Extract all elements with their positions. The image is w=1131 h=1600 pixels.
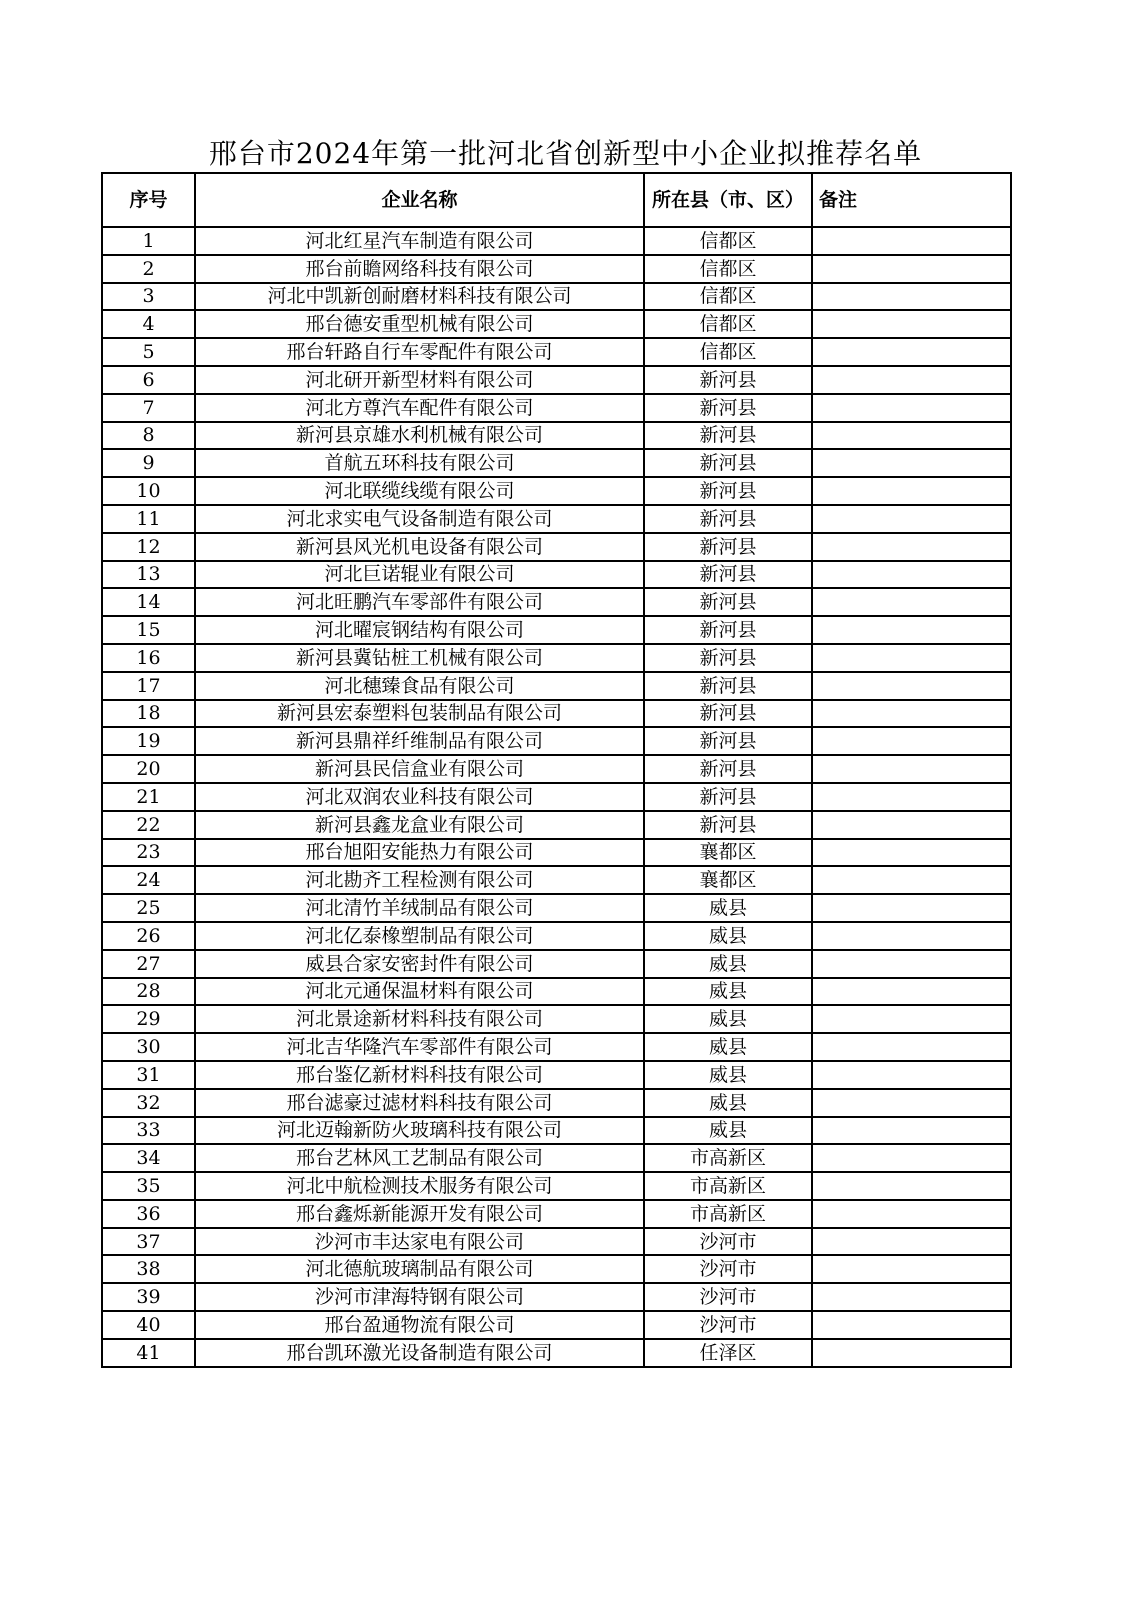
cell-note [812,866,1011,894]
cell-note [812,561,1011,589]
cell-district: 威县 [644,978,812,1006]
table-row [102,338,1011,366]
table-row [102,310,1011,338]
cell-index: 30 [102,1033,195,1061]
cell-company-name: 邢台前瞻网络科技有限公司 [195,255,644,283]
header-district: 所在县（市、区） [644,173,812,227]
cell-company-name: 河北清竹羊绒制品有限公司 [195,894,644,922]
table-row [102,1339,1011,1367]
cell-index: 29 [102,1005,195,1033]
cell-index: 39 [102,1283,195,1311]
cell-index: 36 [102,1200,195,1228]
cell-index: 9 [102,449,195,477]
cell-note [812,338,1011,366]
cell-district: 新河县 [644,616,812,644]
cell-company-name: 河北曜宸钢结构有限公司 [195,616,644,644]
cell-note [812,283,1011,311]
cell-company-name: 河北中凯新创耐磨材料科技有限公司 [195,283,644,311]
cell-district: 威县 [644,950,812,978]
cell-index: 12 [102,533,195,561]
cell-company-name: 河北旺鹏汽车零部件有限公司 [195,588,644,616]
cell-note [812,1311,1011,1339]
cell-note [812,672,1011,700]
cell-district: 沙河市 [644,1311,812,1339]
cell-note [812,616,1011,644]
cell-district: 新河县 [644,394,812,422]
cell-company-name: 河北巨诺辊业有限公司 [195,561,644,589]
cell-district: 襄都区 [644,839,812,867]
cell-company-name: 邢台艺林风工艺制品有限公司 [195,1144,644,1172]
cell-index: 20 [102,755,195,783]
cell-district: 新河县 [644,505,812,533]
cell-district: 任泽区 [644,1339,812,1367]
cell-district: 新河县 [644,644,812,672]
cell-index: 13 [102,561,195,589]
table-row [102,1089,1011,1117]
cell-note [812,394,1011,422]
cell-note [812,227,1011,255]
cell-index: 16 [102,644,195,672]
cell-note [812,894,1011,922]
cell-company-name: 邢台鑫烁新能源开发有限公司 [195,1200,644,1228]
cell-note [812,1033,1011,1061]
header-company-name: 企业名称 [195,173,644,227]
cell-company-name: 首航五环科技有限公司 [195,449,644,477]
cell-district: 威县 [644,1117,812,1145]
cell-district: 新河县 [644,449,812,477]
page-title: 邢台市2024年第一批河北省创新型中小企业拟推荐名单 [208,137,923,170]
header-row [102,173,1011,227]
cell-note [812,1228,1011,1256]
cell-note [812,310,1011,338]
header-index: 序号 [102,173,195,227]
cell-company-name: 河北勘齐工程检测有限公司 [195,866,644,894]
cell-district: 威县 [644,1061,812,1089]
cell-index: 2 [102,255,195,283]
cell-district: 新河县 [644,672,812,700]
table-row [102,477,1011,505]
cell-note [812,1144,1011,1172]
cell-index: 37 [102,1228,195,1256]
cell-note [812,533,1011,561]
cell-index: 34 [102,1144,195,1172]
cell-company-name: 新河县宏泰塑料包装制品有限公司 [195,700,644,728]
cell-index: 19 [102,727,195,755]
table-row [102,1228,1011,1256]
cell-note [812,1089,1011,1117]
cell-index: 1 [102,227,195,255]
cell-district: 新河县 [644,811,812,839]
cell-index: 7 [102,394,195,422]
cell-district: 信都区 [644,227,812,255]
cell-district: 新河县 [644,561,812,589]
cell-index: 35 [102,1172,195,1200]
header-note: 备注 [812,173,1011,227]
cell-index: 26 [102,922,195,950]
cell-index: 38 [102,1255,195,1283]
cell-company-name: 河北红星汽车制造有限公司 [195,227,644,255]
table-row [102,1255,1011,1283]
cell-note [812,255,1011,283]
cell-company-name: 河北德航玻璃制品有限公司 [195,1255,644,1283]
table-row [102,616,1011,644]
cell-index: 21 [102,783,195,811]
table-row [102,700,1011,728]
cell-index: 18 [102,700,195,728]
cell-company-name: 邢台盈通物流有限公司 [195,1311,644,1339]
cell-index: 6 [102,366,195,394]
cell-index: 32 [102,1089,195,1117]
table-row [102,505,1011,533]
table-row [102,755,1011,783]
cell-index: 25 [102,894,195,922]
cell-note [812,1172,1011,1200]
table-row [102,449,1011,477]
cell-company-name: 邢台轩路自行车零配件有限公司 [195,338,644,366]
cell-index: 28 [102,978,195,1006]
cell-index: 24 [102,866,195,894]
cell-index: 33 [102,1117,195,1145]
cell-note [812,422,1011,450]
cell-company-name: 河北穗臻食品有限公司 [195,672,644,700]
cell-company-name: 新河县京雄水利机械有限公司 [195,422,644,450]
cell-note [812,839,1011,867]
cell-note [812,1255,1011,1283]
cell-company-name: 沙河市津海特钢有限公司 [195,1283,644,1311]
cell-note [812,505,1011,533]
cell-company-name: 河北求实电气设备制造有限公司 [195,505,644,533]
cell-district: 信都区 [644,283,812,311]
cell-company-name: 河北研开新型材料有限公司 [195,366,644,394]
table-row [102,1200,1011,1228]
cell-district: 新河县 [644,422,812,450]
cell-company-name: 河北元通保温材料有限公司 [195,978,644,1006]
cell-district: 新河县 [644,783,812,811]
cell-index: 23 [102,839,195,867]
cell-district: 市高新区 [644,1144,812,1172]
cell-company-name: 邢台滤豪过滤材料科技有限公司 [195,1089,644,1117]
table-row [102,1144,1011,1172]
cell-company-name: 河北景途新材料科技有限公司 [195,1005,644,1033]
cell-district: 新河县 [644,477,812,505]
table-row [102,950,1011,978]
enterprise-table [101,172,1012,1368]
cell-company-name: 河北中航检测技术服务有限公司 [195,1172,644,1200]
cell-index: 15 [102,616,195,644]
cell-index: 11 [102,505,195,533]
cell-district: 襄都区 [644,866,812,894]
table-row [102,811,1011,839]
table-row [102,533,1011,561]
table-row [102,394,1011,422]
cell-note [812,477,1011,505]
cell-note [812,783,1011,811]
cell-district: 新河县 [644,533,812,561]
cell-district: 沙河市 [644,1255,812,1283]
table-row [102,561,1011,589]
cell-company-name: 邢台鉴亿新材料科技有限公司 [195,1061,644,1089]
cell-company-name: 新河县冀钻桩工机械有限公司 [195,644,644,672]
cell-district: 威县 [644,894,812,922]
cell-note [812,366,1011,394]
cell-company-name: 新河县民信盒业有限公司 [195,755,644,783]
cell-district: 威县 [644,1005,812,1033]
table-row [102,588,1011,616]
cell-note [812,700,1011,728]
table-row [102,1117,1011,1145]
cell-company-name: 邢台德安重型机械有限公司 [195,310,644,338]
table-row [102,227,1011,255]
cell-district: 威县 [644,922,812,950]
cell-company-name: 邢台凯环激光设备制造有限公司 [195,1339,644,1367]
table-row [102,283,1011,311]
cell-index: 5 [102,338,195,366]
cell-company-name: 新河县鼎祥纤维制品有限公司 [195,727,644,755]
cell-note [812,1061,1011,1089]
cell-index: 14 [102,588,195,616]
cell-index: 31 [102,1061,195,1089]
cell-index: 40 [102,1311,195,1339]
cell-note [812,727,1011,755]
cell-index: 8 [102,422,195,450]
cell-district: 市高新区 [644,1200,812,1228]
cell-district: 信都区 [644,255,812,283]
table-body [102,227,1011,1367]
cell-company-name: 河北联缆线缆有限公司 [195,477,644,505]
cell-note [812,1283,1011,1311]
cell-district: 新河县 [644,588,812,616]
table-row [102,922,1011,950]
cell-note [812,755,1011,783]
cell-company-name: 邢台旭阳安能热力有限公司 [195,839,644,867]
cell-company-name: 新河县风光机电设备有限公司 [195,533,644,561]
table-row [102,255,1011,283]
cell-company-name: 新河县鑫龙盒业有限公司 [195,811,644,839]
cell-note [812,1117,1011,1145]
cell-note [812,811,1011,839]
cell-note [812,644,1011,672]
table-row [102,1061,1011,1089]
table-row [102,1172,1011,1200]
cell-index: 41 [102,1339,195,1367]
table-row [102,866,1011,894]
cell-index: 3 [102,283,195,311]
table-row [102,783,1011,811]
table-header [102,173,1011,227]
cell-district: 新河县 [644,755,812,783]
table-row [102,978,1011,1006]
cell-index: 4 [102,310,195,338]
table-row [102,1283,1011,1311]
table-row [102,1033,1011,1061]
cell-district: 沙河市 [644,1228,812,1256]
cell-note [812,1339,1011,1367]
cell-company-name: 河北双润农业科技有限公司 [195,783,644,811]
table-row [102,839,1011,867]
cell-company-name: 河北亿泰橡塑制品有限公司 [195,922,644,950]
cell-district: 信都区 [644,310,812,338]
cell-company-name: 河北迈翰新防火玻璃科技有限公司 [195,1117,644,1145]
table-row [102,1005,1011,1033]
table-row [102,644,1011,672]
cell-note [812,950,1011,978]
table-row [102,727,1011,755]
table-row [102,672,1011,700]
table-row [102,366,1011,394]
cell-district: 新河县 [644,700,812,728]
cell-note [812,922,1011,950]
table-row [102,422,1011,450]
cell-index: 27 [102,950,195,978]
cell-company-name: 河北吉华隆汽车零部件有限公司 [195,1033,644,1061]
cell-company-name: 河北方尊汽车配件有限公司 [195,394,644,422]
cell-company-name: 沙河市丰达家电有限公司 [195,1228,644,1256]
cell-note [812,1005,1011,1033]
cell-district: 信都区 [644,338,812,366]
cell-index: 10 [102,477,195,505]
cell-district: 市高新区 [644,1172,812,1200]
cell-note [812,449,1011,477]
table-row [102,1311,1011,1339]
cell-note [812,1200,1011,1228]
cell-note [812,588,1011,616]
cell-company-name: 威县合家安密封件有限公司 [195,950,644,978]
table-row [102,894,1011,922]
cell-note [812,978,1011,1006]
cell-index: 17 [102,672,195,700]
cell-index: 22 [102,811,195,839]
cell-district: 新河县 [644,727,812,755]
cell-district: 威县 [644,1089,812,1117]
cell-district: 沙河市 [644,1283,812,1311]
cell-district: 新河县 [644,366,812,394]
cell-district: 威县 [644,1033,812,1061]
